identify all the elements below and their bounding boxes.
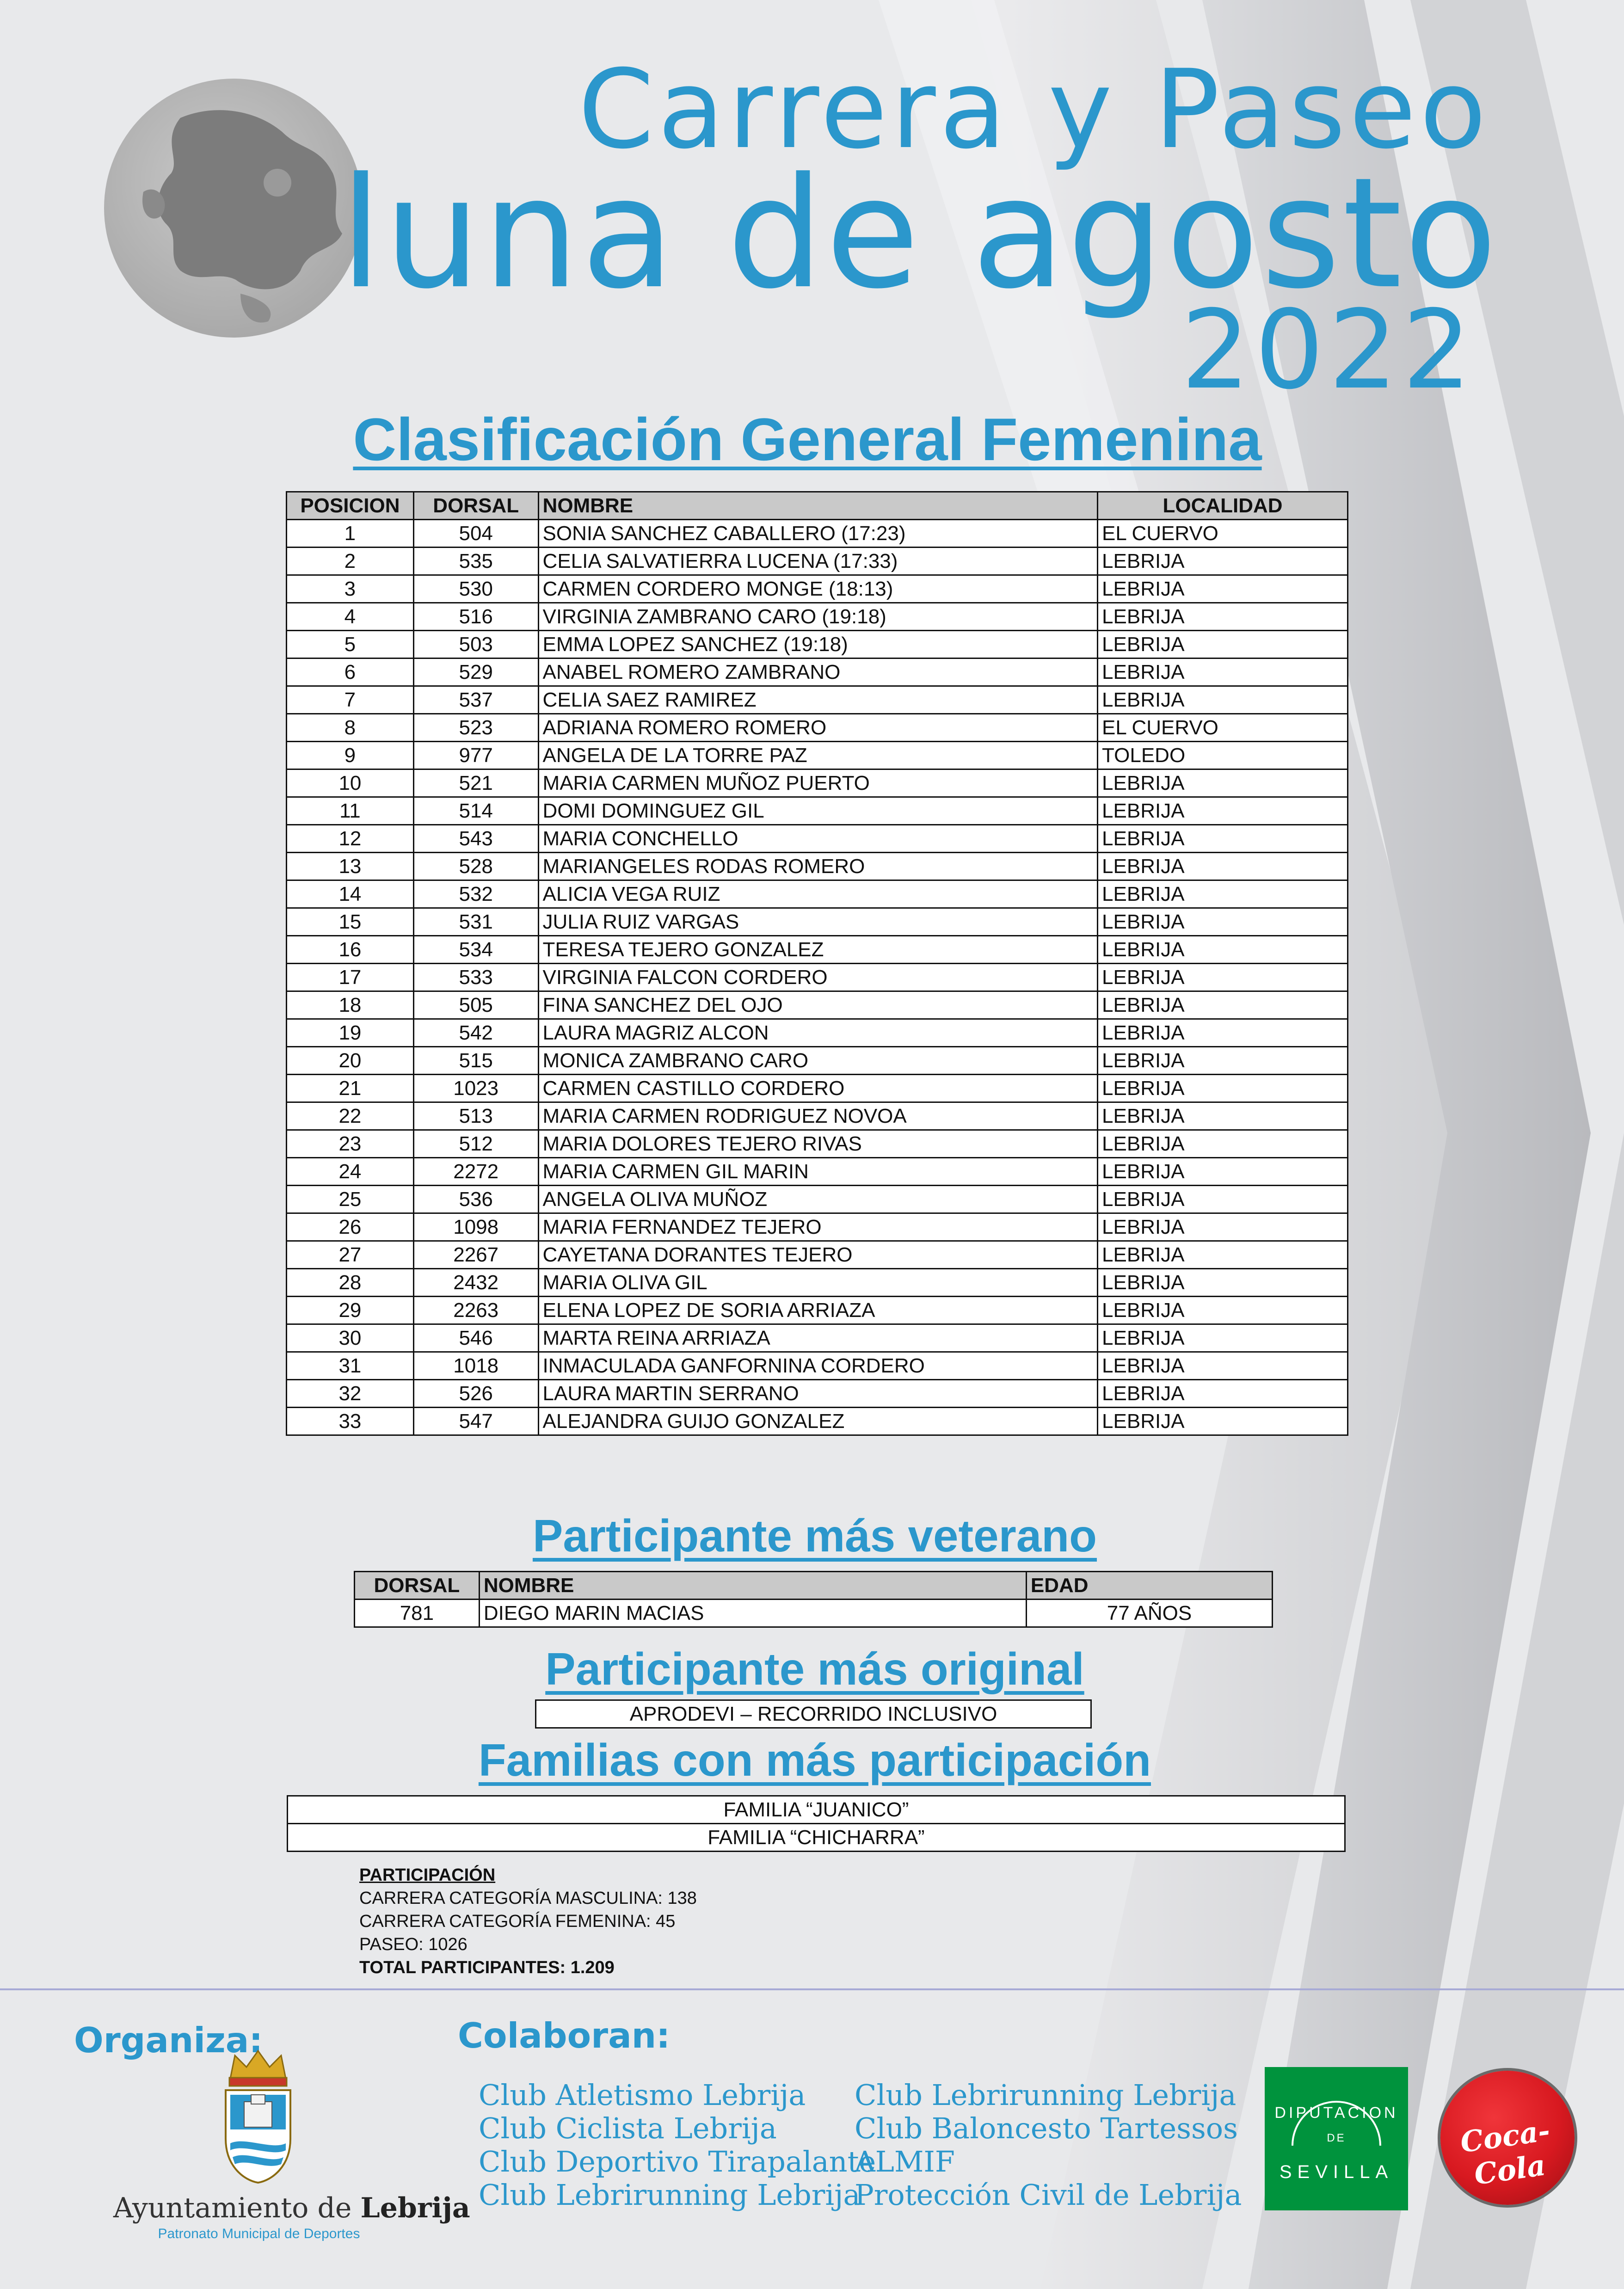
veterano-nombre: DIEGO MARIN MACIAS xyxy=(479,1600,1026,1627)
cell-dorsal: 543 xyxy=(413,825,538,853)
cell-posicion: 13 xyxy=(287,853,414,880)
cell-localidad: LEBRIJA xyxy=(1098,1241,1348,1269)
colaboran-heading: Colaboran: xyxy=(458,2015,671,2056)
cell-dorsal: 514 xyxy=(413,797,538,825)
table-row xyxy=(287,880,1348,908)
table-row xyxy=(287,1075,1348,1102)
cell-dorsal: 536 xyxy=(413,1186,538,1213)
cell-posicion: 7 xyxy=(287,686,414,714)
table-row xyxy=(287,1241,1348,1269)
table-row xyxy=(287,658,1348,686)
cell-localidad: LEBRIJA xyxy=(1098,1130,1348,1158)
cell-dorsal: 529 xyxy=(413,658,538,686)
cell-nombre: CELIA SAEZ RAMIREZ xyxy=(538,686,1098,714)
cell-nombre: JULIA RUIZ VARGAS xyxy=(538,908,1098,936)
table-row xyxy=(287,548,1348,575)
cell-nombre: MARIA OLIVA GIL xyxy=(538,1269,1098,1297)
event-title-line1: Carrera y Paseo xyxy=(578,47,1490,173)
diputacion-de-text: DE xyxy=(1327,2132,1346,2144)
cell-nombre: ANGELA DE LA TORRE PAZ xyxy=(538,742,1098,769)
veterano-title: Participante más veterano xyxy=(532,1510,1097,1561)
cell-dorsal: 533 xyxy=(413,964,538,991)
table-row xyxy=(287,1380,1348,1408)
table-row xyxy=(536,1700,1091,1728)
col-nombre: NOMBRE xyxy=(479,1572,1026,1600)
cell-localidad: LEBRIJA xyxy=(1098,1297,1348,1324)
veterano-table xyxy=(354,1571,1273,1628)
lebrija-coat-of-arms-logo xyxy=(216,2046,300,2185)
cell-posicion: 22 xyxy=(287,1102,414,1130)
club-item: ALMIF xyxy=(855,2145,955,2178)
cell-dorsal: 516 xyxy=(413,603,538,631)
cell-dorsal: 531 xyxy=(413,908,538,936)
cell-dorsal: 2432 xyxy=(413,1269,538,1297)
table-row xyxy=(287,908,1348,936)
cell-nombre: MARIA DOLORES TEJERO RIVAS xyxy=(538,1130,1098,1158)
col-edad: EDAD xyxy=(1026,1572,1272,1600)
cell-dorsal: 1023 xyxy=(413,1075,538,1102)
cell-nombre: ANABEL ROMERO ZAMBRANO xyxy=(538,658,1098,686)
cell-localidad: LEBRIJA xyxy=(1098,658,1348,686)
cell-nombre: SONIA SANCHEZ CABALLERO (17:23) xyxy=(538,520,1098,548)
cell-localidad: LEBRIJA xyxy=(1098,880,1348,908)
table-row xyxy=(288,1796,1345,1824)
table-row xyxy=(287,575,1348,603)
cell-nombre: ADRIANA ROMERO ROMERO xyxy=(538,714,1098,742)
cell-nombre: ELENA LOPEZ DE SORIA ARRIAZA xyxy=(538,1297,1098,1324)
cell-localidad: LEBRIJA xyxy=(1098,769,1348,797)
table-header-row xyxy=(355,1572,1273,1600)
cell-localidad: LEBRIJA xyxy=(1098,1269,1348,1297)
participation-heading: PARTICIPACIÓN xyxy=(359,1865,496,1885)
cell-dorsal: 2272 xyxy=(413,1158,538,1186)
cell-nombre: MARIA FERNANDEZ TEJERO xyxy=(538,1213,1098,1241)
cell-nombre: LAURA MARTIN SERRANO xyxy=(538,1380,1098,1408)
cell-nombre: CELIA SALVATIERRA LUCENA (17:33) xyxy=(538,548,1098,575)
familia-item: FAMILIA “JUANICO” xyxy=(288,1796,1345,1824)
cell-dorsal: 1018 xyxy=(413,1352,538,1380)
original-table xyxy=(535,1699,1092,1729)
cell-dorsal: 504 xyxy=(413,520,538,548)
participation-total: TOTAL PARTICIPANTES: 1.209 xyxy=(359,1958,615,1977)
cell-dorsal: 534 xyxy=(413,936,538,964)
cell-localidad: LEBRIJA xyxy=(1098,1380,1348,1408)
cell-localidad: LEBRIJA xyxy=(1098,1352,1348,1380)
footer-divider xyxy=(0,1988,1624,1990)
table-row xyxy=(287,1130,1348,1158)
cell-nombre: VIRGINIA FALCON CORDERO xyxy=(538,964,1098,991)
cell-posicion: 26 xyxy=(287,1213,414,1241)
cell-dorsal: 530 xyxy=(413,575,538,603)
cell-posicion: 32 xyxy=(287,1380,414,1408)
table-row xyxy=(287,936,1348,964)
ayuntamiento-text-bold: Lebrija xyxy=(360,2192,470,2224)
cell-dorsal: 505 xyxy=(413,991,538,1019)
club-item: Club Baloncesto Tartessos xyxy=(855,2111,1238,2145)
cell-posicion: 10 xyxy=(287,769,414,797)
diputacion-top-text: DIPUTACION xyxy=(1274,2104,1398,2122)
cell-localidad: LEBRIJA xyxy=(1098,1408,1348,1435)
cell-posicion: 24 xyxy=(287,1158,414,1186)
cell-posicion: 31 xyxy=(287,1352,414,1380)
cell-localidad: LEBRIJA xyxy=(1098,964,1348,991)
cell-posicion: 1 xyxy=(287,520,414,548)
event-title-line2: luna de agosto xyxy=(339,145,1499,322)
patronato-text: Patronato Municipal de Deportes xyxy=(158,2226,360,2241)
cell-nombre: MARIA CARMEN RODRIGUEZ NOVOA xyxy=(538,1102,1098,1130)
general-classification-title: Clasificación General Femenina xyxy=(353,406,1262,473)
cell-nombre: DOMI DOMINGUEZ GIL xyxy=(538,797,1098,825)
table-header-row xyxy=(287,492,1348,520)
cell-posicion: 19 xyxy=(287,1019,414,1047)
table-row xyxy=(287,1158,1348,1186)
cell-localidad: LEBRIJA xyxy=(1098,575,1348,603)
club-item: Club Ciclista Lebrija xyxy=(479,2111,777,2145)
cell-nombre: MARTA REINA ARRIAZA xyxy=(538,1324,1098,1352)
cell-dorsal: 547 xyxy=(413,1408,538,1435)
cell-posicion: 11 xyxy=(287,797,414,825)
clubs-list-right xyxy=(855,2079,1242,2212)
general-table-body xyxy=(287,520,1348,1435)
cell-localidad: LEBRIJA xyxy=(1098,1158,1348,1186)
cell-dorsal: 2263 xyxy=(413,1297,538,1324)
table-row xyxy=(287,742,1348,769)
table-row xyxy=(287,631,1348,658)
table-row xyxy=(287,964,1348,991)
cell-dorsal: 537 xyxy=(413,686,538,714)
participation-summary xyxy=(359,1864,697,1979)
table-row xyxy=(287,1324,1348,1352)
cell-posicion: 33 xyxy=(287,1408,414,1435)
cell-dorsal: 512 xyxy=(413,1130,538,1158)
cell-localidad: EL CUERVO xyxy=(1098,520,1348,548)
cell-dorsal: 528 xyxy=(413,853,538,880)
cell-nombre: ALICIA VEGA RUIZ xyxy=(538,880,1098,908)
table-row xyxy=(287,797,1348,825)
cell-nombre: INMACULADA GANFORNINA CORDERO xyxy=(538,1352,1098,1380)
table-row xyxy=(287,1213,1348,1241)
cell-nombre: FINA SANCHEZ DEL OJO xyxy=(538,991,1098,1019)
table-row xyxy=(287,1408,1348,1435)
cell-posicion: 15 xyxy=(287,908,414,936)
cell-nombre: TERESA TEJERO GONZALEZ xyxy=(538,936,1098,964)
table-row xyxy=(287,1186,1348,1213)
cell-localidad: LEBRIJA xyxy=(1098,686,1348,714)
cell-nombre: MARIA CARMEN GIL MARIN xyxy=(538,1158,1098,1186)
table-row xyxy=(355,1600,1273,1627)
table-row xyxy=(288,1824,1345,1852)
cell-posicion: 3 xyxy=(287,575,414,603)
cell-dorsal: 523 xyxy=(413,714,538,742)
table-row xyxy=(287,769,1348,797)
event-year: 2022 xyxy=(1181,287,1476,413)
cell-nombre: CARMEN CASTILLO CORDERO xyxy=(538,1075,1098,1102)
ayuntamiento-text: Ayuntamiento de xyxy=(113,2192,361,2224)
cell-localidad: LEBRIJA xyxy=(1098,1075,1348,1102)
table-row xyxy=(287,603,1348,631)
cell-nombre: ANGELA OLIVA MUÑOZ xyxy=(538,1186,1098,1213)
cell-dorsal: 2267 xyxy=(413,1241,538,1269)
col-localidad: LOCALIDAD xyxy=(1098,492,1348,520)
cocacola-logo xyxy=(1440,2071,1575,2205)
cell-dorsal: 526 xyxy=(413,1380,538,1408)
cell-localidad: LEBRIJA xyxy=(1098,1047,1348,1075)
cell-localidad: EL CUERVO xyxy=(1098,714,1348,742)
cell-nombre: MARIANGELES RODAS ROMERO xyxy=(538,853,1098,880)
table-row xyxy=(287,1352,1348,1380)
club-item: Club Lebrirunning Lebrija xyxy=(479,2178,861,2212)
cell-nombre: MARIA CONCHELLO xyxy=(538,825,1098,853)
cell-localidad: LEBRIJA xyxy=(1098,1019,1348,1047)
cell-dorsal: 532 xyxy=(413,880,538,908)
club-item: Protección Civil de Lebrija xyxy=(855,2178,1242,2212)
moon-image xyxy=(102,76,365,340)
table-row xyxy=(287,686,1348,714)
veterano-edad: 77 AÑOS xyxy=(1026,1600,1272,1627)
familias-table xyxy=(287,1795,1346,1852)
cell-localidad: TOLEDO xyxy=(1098,742,1348,769)
participation-line: CARRERA CATEGORÍA MASCULINA: 138 xyxy=(359,1889,697,1908)
cell-localidad: LEBRIJA xyxy=(1098,936,1348,964)
club-item: Club Atletismo Lebrija xyxy=(479,2078,806,2112)
cell-posicion: 5 xyxy=(287,631,414,658)
cell-posicion: 4 xyxy=(287,603,414,631)
participation-line: PASEO: 1026 xyxy=(359,1935,468,1954)
familias-title: Familias con más participación xyxy=(478,1735,1151,1785)
cell-nombre: LAURA MAGRIZ ALCON xyxy=(538,1019,1098,1047)
cell-posicion: 12 xyxy=(287,825,414,853)
table-row xyxy=(287,1019,1348,1047)
table-row xyxy=(287,991,1348,1019)
cell-posicion: 28 xyxy=(287,1269,414,1297)
cell-localidad: LEBRIJA xyxy=(1098,1324,1348,1352)
clubs-list-left xyxy=(479,2079,876,2212)
cell-nombre: MARIA CARMEN MUÑOZ PUERTO xyxy=(538,769,1098,797)
cell-nombre: CAYETANA DORANTES TEJERO xyxy=(538,1241,1098,1269)
cell-localidad: LEBRIJA xyxy=(1098,825,1348,853)
ayuntamiento-name xyxy=(113,2192,470,2224)
club-item: Club Lebrirunning Lebrija xyxy=(855,2078,1236,2112)
table-row xyxy=(287,714,1348,742)
cell-dorsal: 521 xyxy=(413,769,538,797)
table-row xyxy=(287,1047,1348,1075)
table-row xyxy=(287,1269,1348,1297)
cell-posicion: 21 xyxy=(287,1075,414,1102)
cell-posicion: 30 xyxy=(287,1324,414,1352)
cell-nombre: VIRGINIA ZAMBRANO CARO (19:18) xyxy=(538,603,1098,631)
club-item: Club Deportivo Tirapalante xyxy=(479,2145,876,2178)
col-dorsal: DORSAL xyxy=(355,1572,480,1600)
cell-posicion: 18 xyxy=(287,991,414,1019)
participation-line: CARRERA CATEGORÍA FEMENINA: 45 xyxy=(359,1912,676,1931)
ayuntamiento-lebrija-logo xyxy=(113,2192,470,2242)
cell-posicion: 9 xyxy=(287,742,414,769)
familia-item: FAMILIA “CHICHARRA” xyxy=(288,1824,1345,1852)
cell-localidad: LEBRIJA xyxy=(1098,1186,1348,1213)
col-posicion: POSICION xyxy=(287,492,414,520)
original-value: APRODEVI – RECORRIDO INCLUSIVO xyxy=(536,1700,1091,1728)
cell-posicion: 27 xyxy=(287,1241,414,1269)
table-row xyxy=(287,1102,1348,1130)
diputacion-bottom-text: SEVILLA xyxy=(1279,2162,1394,2182)
cell-posicion: 8 xyxy=(287,714,414,742)
original-title: Participante más original xyxy=(545,1643,1084,1694)
cell-posicion: 17 xyxy=(287,964,414,991)
cell-dorsal: 1098 xyxy=(413,1213,538,1241)
table-row xyxy=(287,853,1348,880)
cell-localidad: LEBRIJA xyxy=(1098,548,1348,575)
cell-posicion: 29 xyxy=(287,1297,414,1324)
cell-posicion: 20 xyxy=(287,1047,414,1075)
cell-posicion: 25 xyxy=(287,1186,414,1213)
cell-posicion: 2 xyxy=(287,548,414,575)
cell-dorsal: 535 xyxy=(413,548,538,575)
table-row xyxy=(287,520,1348,548)
organiza-heading: Organiza: xyxy=(74,2020,263,2061)
col-dorsal: DORSAL xyxy=(413,492,538,520)
cell-localidad: LEBRIJA xyxy=(1098,631,1348,658)
cell-nombre: EMMA LOPEZ SANCHEZ (19:18) xyxy=(538,631,1098,658)
cell-localidad: LEBRIJA xyxy=(1098,1102,1348,1130)
cell-posicion: 14 xyxy=(287,880,414,908)
cell-posicion: 6 xyxy=(287,658,414,686)
cell-dorsal: 546 xyxy=(413,1324,538,1352)
cell-localidad: LEBRIJA xyxy=(1098,603,1348,631)
cell-dorsal: 513 xyxy=(413,1102,538,1130)
cell-posicion: 23 xyxy=(287,1130,414,1158)
cell-dorsal: 515 xyxy=(413,1047,538,1075)
cell-posicion: 16 xyxy=(287,936,414,964)
diputacion-sevilla-logo xyxy=(1265,2067,1408,2210)
col-nombre: NOMBRE xyxy=(538,492,1098,520)
table-row xyxy=(287,825,1348,853)
cell-dorsal: 542 xyxy=(413,1019,538,1047)
cell-dorsal: 977 xyxy=(413,742,538,769)
table-row xyxy=(287,1297,1348,1324)
cell-localidad: LEBRIJA xyxy=(1098,908,1348,936)
general-classification-table xyxy=(286,491,1348,1436)
veterano-dorsal: 781 xyxy=(355,1600,480,1627)
cell-localidad: LEBRIJA xyxy=(1098,1213,1348,1241)
cell-nombre: ALEJANDRA GUIJO GONZALEZ xyxy=(538,1408,1098,1435)
cell-nombre: CARMEN CORDERO MONGE (18:13) xyxy=(538,575,1098,603)
cell-nombre: MONICA ZAMBRANO CARO xyxy=(538,1047,1098,1075)
cell-localidad: LEBRIJA xyxy=(1098,991,1348,1019)
cocacola-text: Coca-Cola xyxy=(1458,2113,1552,2192)
cell-dorsal: 503 xyxy=(413,631,538,658)
cell-localidad: LEBRIJA xyxy=(1098,797,1348,825)
cell-localidad: LEBRIJA xyxy=(1098,853,1348,880)
